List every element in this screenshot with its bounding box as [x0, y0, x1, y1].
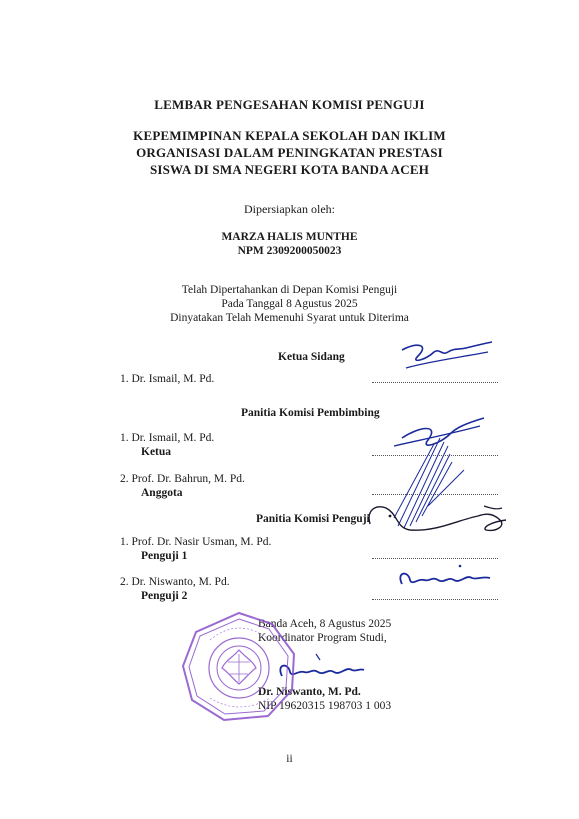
ketua-sidang-heading: Ketua Sidang [278, 351, 345, 363]
signature-penguji-1 [366, 498, 516, 546]
signature-penguji-2 [394, 562, 494, 596]
signature-line [372, 598, 498, 600]
signature-line [372, 557, 498, 559]
penguji-role-2: Penguji 2 [141, 590, 188, 602]
coordinator-nip: NIP 19620315 198703 1 003 [258, 700, 392, 712]
closing-position: Koordinator Program Studi, [258, 632, 387, 644]
penguji-member-1: 1. Prof. Dr. Nasir Usman, M. Pd. [120, 536, 272, 548]
thesis-title-line-1: KEPEMIMPINAN KEPALA SEKOLAH DAN IKLIM [133, 128, 446, 143]
university-stamp [180, 610, 298, 722]
signature-ketua-sidang [396, 338, 496, 378]
coordinator-name: Dr. Niswanto, M. Pd. [258, 686, 361, 698]
penguji-member-2: 2. Dr. Niswanto, M. Pd. [120, 576, 230, 588]
page-number: ii [286, 753, 293, 765]
penguji-role-1: Penguji 1 [141, 550, 188, 562]
page-title: LEMBAR PENGESAHAN KOMISI PENGUJI [154, 97, 425, 112]
penguji-heading: Panitia Komisi Penguji [256, 513, 370, 525]
author-name: MARZA HALIS MUNTHE [221, 231, 358, 243]
defense-line-1: Telah Dipertahankan di Depan Komisi Penguji [181, 284, 398, 296]
ketua-sidang-member-1: 1. Dr. Ismail, M. Pd. [120, 373, 215, 385]
prepared-by-label: Dipersiapkan oleh: [244, 202, 335, 216]
pembimbing-member-2: 2. Prof. Dr. Bahrun, M. Pd. [120, 473, 245, 485]
signature-line [372, 381, 498, 383]
pembimbing-member-1: 1. Dr. Ismail, M. Pd. [120, 432, 215, 444]
pembimbing-role-2: Anggota [141, 487, 183, 499]
defense-line-2: Pada Tanggal 8 Agustus 2025 [221, 298, 358, 310]
author-npm: NPM 2309200050023 [237, 245, 342, 257]
pembimbing-role-1: Ketua [141, 446, 172, 458]
thesis-title-line-2: ORGANISASI DALAM PENINGKATAN PRESTASI [136, 145, 443, 160]
pembimbing-heading: Panitia Komisi Pembimbing [241, 407, 380, 419]
closing-place-date: Banda Aceh, 8 Agustus 2025 [258, 618, 392, 630]
thesis-title-line-3: SISWA DI SMA NEGERI KOTA BANDA ACEH [149, 162, 430, 177]
defense-line-3: Dinyatakan Telah Memenuhi Syarat untuk Diterima [170, 312, 409, 324]
